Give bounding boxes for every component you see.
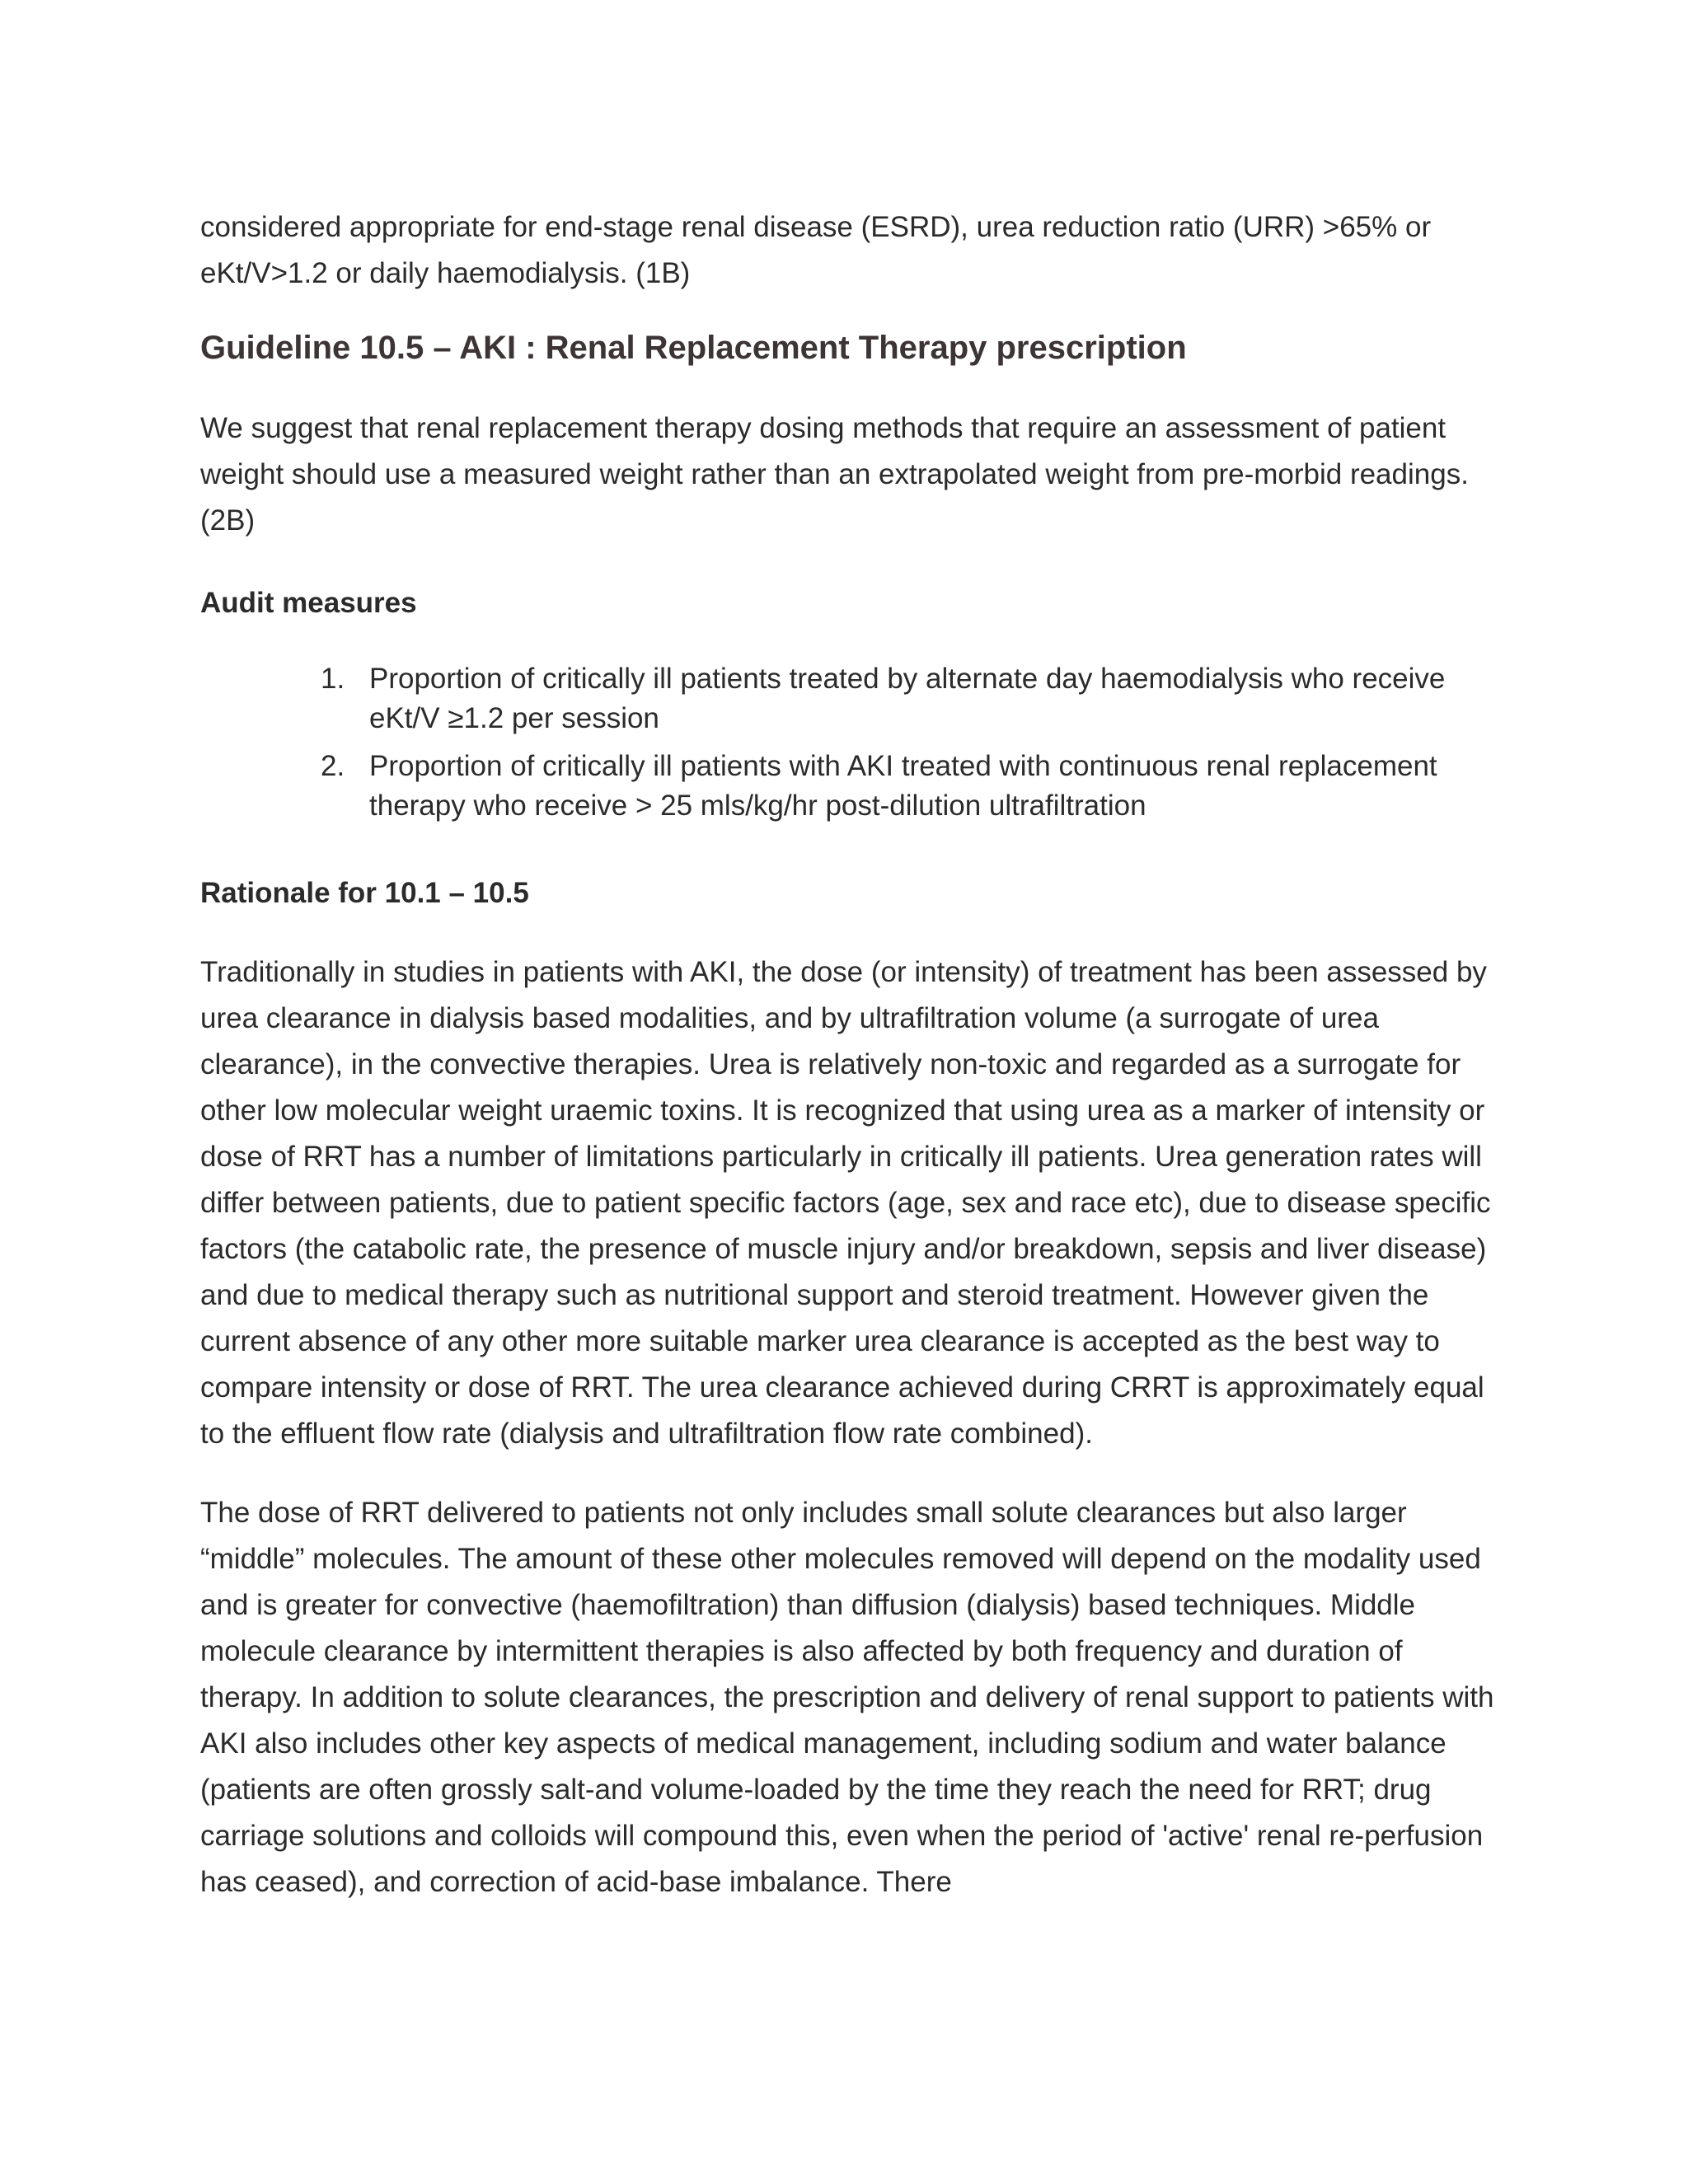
- rationale-paragraph-1: Traditionally in studies in patients with AKI, the dose (or intensity) of treatment has been assessed by urea clearance in dialysis based modalities, and by ultrafiltration volume (a surrogate of urea clearance), in the convective therapies. Urea is relatively non-toxic and regarded as a surrogate for other low molecular weight uraemic toxins. It is recognized that using urea as a marker of intensity or dose of RRT has a number of limitations particularly in critically ill patients. Urea generation rates will differ between patients, due to patient specific factors (age, sex and race etc), due to disease specific factors (the catabolic rate, the presence of muscle injury and/or breakdown, sepsis and liver disease) and due to medical therapy such as nutritional support and steroid treatment. However given the current absence of any other more suitable marker urea clearance is accepted as the best way to compare intensity or dose of RRT. The urea clearance achieved during CRRT is approximately equal to the effluent flow rate (dialysis and ultrafiltration flow rate combined).: [200, 956, 1491, 1450]
- list-text: Proportion of critically ill patients with AKI treated with continuous renal replacement therapy who receive > 25 mls/kg/hr post-dilution ultrafiltration: [369, 750, 1437, 822]
- list-item: [200, 659, 1503, 738]
- rationale-heading: Rationale for 10.1 – 10.5: [200, 877, 529, 909]
- audit-list: [200, 659, 1503, 826]
- document-page: [200, 204, 1503, 1905]
- list-item: [200, 747, 1503, 826]
- guideline-paragraph: We suggest that renal replacement therapy dosing methods that require an assessment of patient weight should use a measured weight rather than an extrapolated weight from pre-morbid readings. (2B): [200, 412, 1469, 537]
- intro-paragraph: considered appropriate for end-stage renal disease (ESRD), urea reduction ratio (URR) >65% or eKt/V>1.2 or daily haemodialysis. (1B): [200, 211, 1432, 289]
- list-number: 2.: [321, 750, 345, 782]
- list-number: 1.: [321, 663, 345, 695]
- list-text: Proportion of critically ill patients treated by alternate day haemodialysis who receive eKt/V ≥1.2 per session: [369, 663, 1446, 734]
- guideline-heading: Guideline 10.5 – AKI : Renal Replacement Therapy prescription: [200, 330, 1187, 366]
- rationale-paragraph-2: The dose of RRT delivered to patients not only includes small solute clearances but also larger “middle” molecules. The amount of these other molecules removed will depend on the modality used and is greater for convective (haemofiltration) than diffusion (dialysis) based techniques. Middle molecule clearance by intermittent therapies is also affected by both frequency and duration of therapy. In addition to solute clearances, the prescription and delivery of renal support to patients with AKI also includes other key aspects of medical management, including sodium and water balance (patients are often grossly salt-and volume-loaded by the time they reach the need for RRT; drug carriage solutions and colloids will compound this, even when the period of 'active' renal re-perfusion has ceased), and correction of acid-base imbalance. There: [200, 1497, 1494, 1898]
- audit-heading: Audit measures: [200, 587, 417, 619]
